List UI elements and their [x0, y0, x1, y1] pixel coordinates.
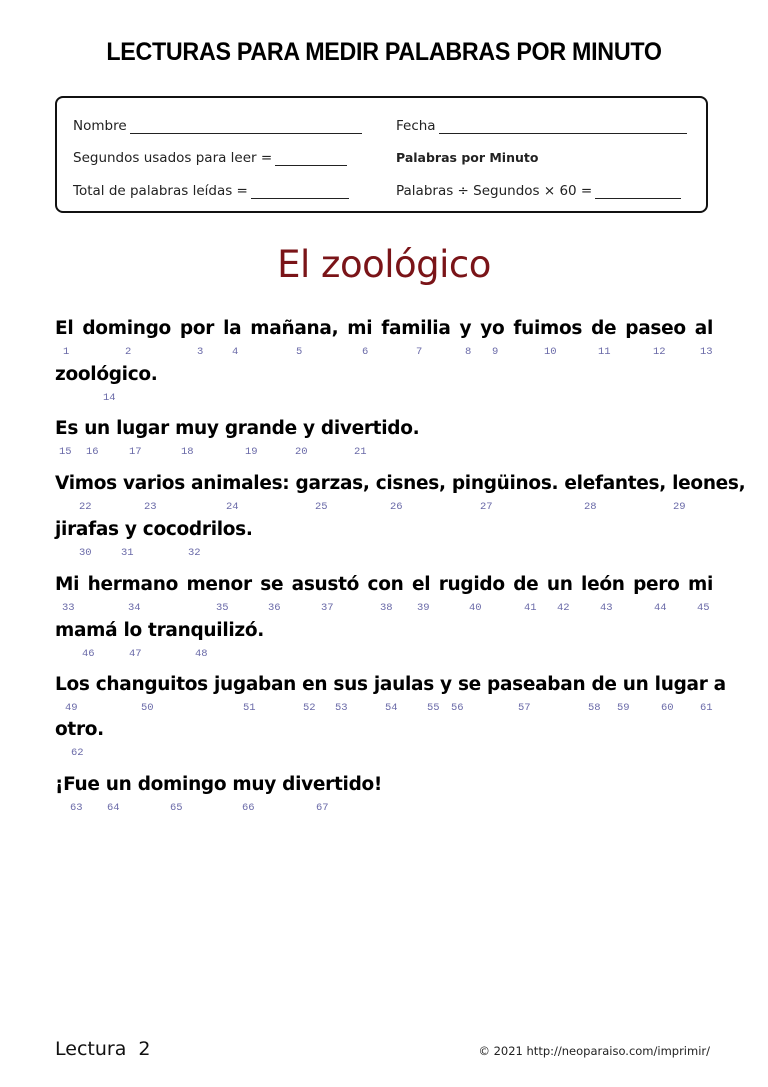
- story-line: otro.: [55, 719, 104, 740]
- fecha-input-line[interactable]: [439, 119, 687, 134]
- story-line: ¡Fue un domingo muy divertido!: [55, 774, 383, 795]
- word-count-number: 31: [121, 547, 134, 559]
- word-count-number: 19: [245, 446, 258, 458]
- word-count-number: 37: [321, 602, 334, 614]
- word-count-number: 5: [296, 346, 303, 358]
- word-count-number: 1: [63, 346, 70, 358]
- word-count-number: 45: [697, 602, 710, 614]
- word-count-number: 55: [427, 702, 440, 714]
- copyright-notice: © 2021 http://neoparaiso.com/imprimir/: [478, 1044, 710, 1058]
- word-count-number: 61: [700, 702, 713, 714]
- formula-input-line[interactable]: [595, 184, 681, 199]
- fecha-field[interactable]: [396, 118, 687, 134]
- nombre-input-line[interactable]: [130, 119, 362, 134]
- word-count-number: 8: [465, 346, 472, 358]
- word-count-number: 65: [170, 802, 183, 814]
- word-count-number: 62: [71, 747, 84, 759]
- word-count-number: 25: [315, 501, 328, 513]
- word-count-number: 32: [188, 547, 201, 559]
- word-count-number: 53: [335, 702, 348, 714]
- word-count-number: 9: [492, 346, 499, 358]
- word-count-number: 10: [544, 346, 557, 358]
- word-count-number: 29: [673, 501, 686, 513]
- ppm-label: Palabras por Minuto: [396, 150, 539, 165]
- story-line: Vimos varios animales: garzas, cisnes, pingüinos. elefantes, leones,: [55, 473, 746, 494]
- word-count-number: 18: [181, 446, 194, 458]
- word-count-number: 36: [268, 602, 281, 614]
- word-count-number: 39: [417, 602, 430, 614]
- nombre-field[interactable]: [73, 118, 362, 134]
- nombre-label: Nombre: [73, 118, 127, 134]
- word-count-number: 7: [416, 346, 423, 358]
- word-count-number: 12: [653, 346, 666, 358]
- formula-field[interactable]: [396, 183, 681, 199]
- word-count-number: 38: [380, 602, 393, 614]
- story-line: zoológico.: [55, 364, 158, 385]
- word-count-number: 13: [700, 346, 713, 358]
- word-count-number: 48: [195, 648, 208, 660]
- word-count-number: 67: [316, 802, 329, 814]
- word-count-number: 40: [469, 602, 482, 614]
- word-count-number: 3: [197, 346, 204, 358]
- total-field[interactable]: [73, 183, 349, 199]
- word-count-number: 23: [144, 501, 157, 513]
- total-label: Total de palabras leídas =: [73, 183, 248, 199]
- page-title: LECTURAS PARA MEDIR PALABRAS POR MINUTO: [106, 38, 662, 66]
- story-title: El zoológico: [277, 243, 491, 286]
- word-count-number: 22: [79, 501, 92, 513]
- story-line: Es un lugar muy grande y divertido.: [55, 418, 420, 439]
- word-count-number: 56: [451, 702, 464, 714]
- word-count-number: 26: [390, 501, 403, 513]
- lectura-number: Lectura 2: [55, 1038, 151, 1060]
- word-count-number: 28: [584, 501, 597, 513]
- word-count-number: 58: [588, 702, 601, 714]
- story-line: jirafas y cocodrilos.: [55, 519, 253, 540]
- story-line: Mi hermano menor se asustó con el rugido de un león pero mi: [55, 574, 713, 595]
- word-count-number: 41: [524, 602, 537, 614]
- word-count-number: 51: [243, 702, 256, 714]
- word-count-number: 35: [216, 602, 229, 614]
- word-count-number: 52: [303, 702, 316, 714]
- word-count-number: 60: [661, 702, 674, 714]
- segundos-field[interactable]: [73, 150, 347, 166]
- word-count-number: 4: [232, 346, 239, 358]
- word-count-number: 50: [141, 702, 154, 714]
- word-count-number: 57: [518, 702, 531, 714]
- word-count-number: 43: [600, 602, 613, 614]
- story-line: El domingo por la mañana, mi familia y yo fuimos de paseo al: [55, 318, 713, 339]
- word-count-number: 11: [598, 346, 611, 358]
- word-count-number: 44: [654, 602, 667, 614]
- ppm-heading: [396, 150, 538, 165]
- word-count-number: 6: [362, 346, 369, 358]
- word-count-number: 15: [59, 446, 72, 458]
- word-count-number: 66: [242, 802, 255, 814]
- word-count-number: 21: [354, 446, 367, 458]
- word-count-number: 2: [125, 346, 132, 358]
- word-count-number: 46: [82, 648, 95, 660]
- word-count-number: 24: [226, 501, 239, 513]
- word-count-number: 27: [480, 501, 493, 513]
- word-count-number: 14: [103, 392, 116, 404]
- word-count-number: 54: [385, 702, 398, 714]
- word-count-number: 16: [86, 446, 99, 458]
- word-count-number: 34: [128, 602, 141, 614]
- segundos-label: Segundos usados para leer =: [73, 150, 273, 166]
- story-line: mamá lo tranquilizó.: [55, 620, 265, 641]
- word-count-number: 33: [62, 602, 75, 614]
- word-count-number: 63: [70, 802, 83, 814]
- word-count-number: 30: [79, 547, 92, 559]
- fecha-label: Fecha: [396, 118, 436, 134]
- word-count-number: 42: [557, 602, 570, 614]
- word-count-number: 59: [617, 702, 630, 714]
- word-count-number: 64: [107, 802, 120, 814]
- word-count-number: 20: [295, 446, 308, 458]
- story-line: Los changuitos jugaban en sus jaulas y se paseaban de un lugar a: [55, 674, 726, 695]
- formula-label: Palabras ÷ Segundos × 60 =: [396, 183, 593, 199]
- segundos-input-line[interactable]: [275, 151, 347, 166]
- total-input-line[interactable]: [251, 184, 349, 199]
- word-count-number: 17: [129, 446, 142, 458]
- word-count-number: 49: [65, 702, 78, 714]
- word-count-number: 47: [129, 648, 142, 660]
